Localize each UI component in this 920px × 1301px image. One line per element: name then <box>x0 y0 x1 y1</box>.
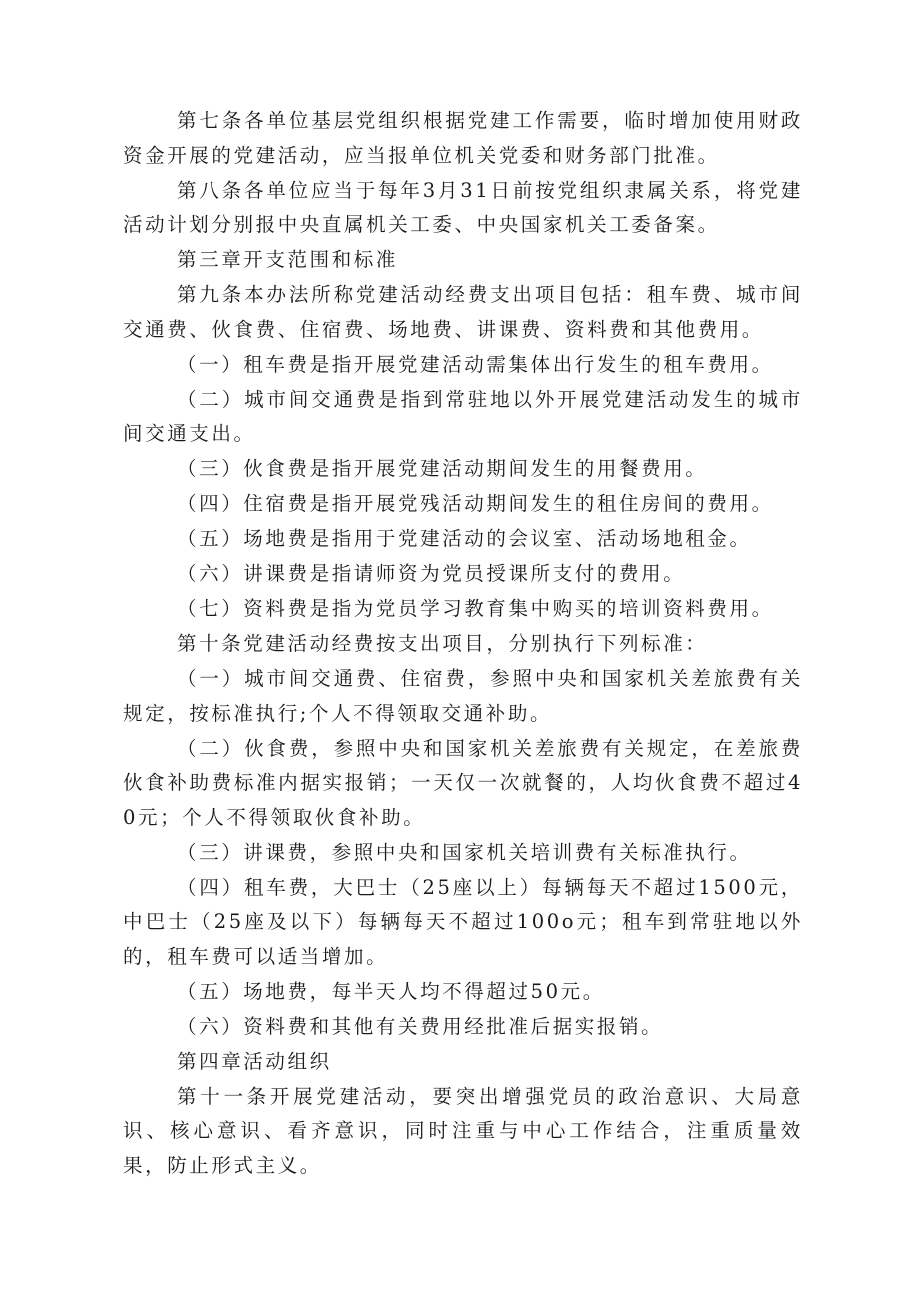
article-10-item-1: （一）城市间交通费、住宿费，参照中央和国家机关差旅费有关规定，按标准执行;个人不得领取交通补助。 <box>123 667 803 725</box>
document-body <box>123 104 803 1183</box>
article-9-item-6: （六）讲课费是指请师资为党员授课所支付的费用。 <box>177 562 686 585</box>
article-10-item-3: （三）讲课费，参照中央和国家机关培训费有关标准执行。 <box>177 840 752 864</box>
article-10-item-6: （六）资料费和其他有关费用经批准后据实报销。 <box>177 1014 664 1038</box>
chapter-4-heading: 第四章活动组织 <box>177 1049 332 1073</box>
chapter-3-heading: 第三章开支范围和标准 <box>177 248 399 271</box>
article-7: 第七条各单位基层党组织根据党建工作需要，临时增加使用财政资金开展的党建活动，应当报单位机关党委和财务部门批准。 <box>123 109 803 167</box>
article-10-item-5: （五）场地费，每半天人均不得超过50元。 <box>177 979 605 1003</box>
article-8: 第八条各单位应当于每年3月31日前按党组织隶属关系，将党建活动计划分别报中央直属机关工委、中央国家机关工委备案。 <box>123 178 803 236</box>
article-9-item-1: （一）租车费是指开展党建活动需集体出行发生的租车费用。 <box>177 352 774 376</box>
article-9-item-2: （二）城市间交通费是指到常驻地以外开展党建活动发生的城市间交通支出。 <box>123 387 803 445</box>
article-11: 第十一条开展党建活动，要突出增强党员的政治意识、大局意识、核心意识、看齐意识，同时注重与中心工作结合，注重质量效果，防止形式主义。 <box>123 1084 803 1177</box>
article-10: 第十条党建活动经费按支出项目，分别执行下列标准： <box>177 632 708 655</box>
article-10-item-2: （二）伙食费，参照中央和国家机关差旅费有关规定，在差旅费伙食补助费标准内据实报销；一天仅一次就餐的，人均伙食费不超过40元；个人不得领取伙食补助。 <box>123 736 803 829</box>
article-9-item-7: （七）资料费是指为党员学习教育集中购买的培训资料费用。 <box>177 597 774 620</box>
article-9-item-4: （四）住宿费是指开展党残活动期间发生的租住房间的费用。 <box>177 492 774 515</box>
article-9-item-3: （三）伙食费是指开展党建活动期间发生的用餐费用。 <box>177 457 708 480</box>
article-9: 第九条本办法所称党建活动经费支出项目包括：租车费、城市间交通费、伙食费、住宿费、场地费、讲课费、资料费和其他费用。 <box>123 283 803 341</box>
article-10-item-4: （四）租车费，大巴士（25座以上）每辆每天不超过1500元，中巴士（25座及以下）每辆每天不超过100o元；租车到常驻地以外的，租车费可以适当增加。 <box>123 875 803 968</box>
article-9-item-5: （五）场地费是指用于党建活动的会议室、活动场地租金。 <box>177 527 752 550</box>
